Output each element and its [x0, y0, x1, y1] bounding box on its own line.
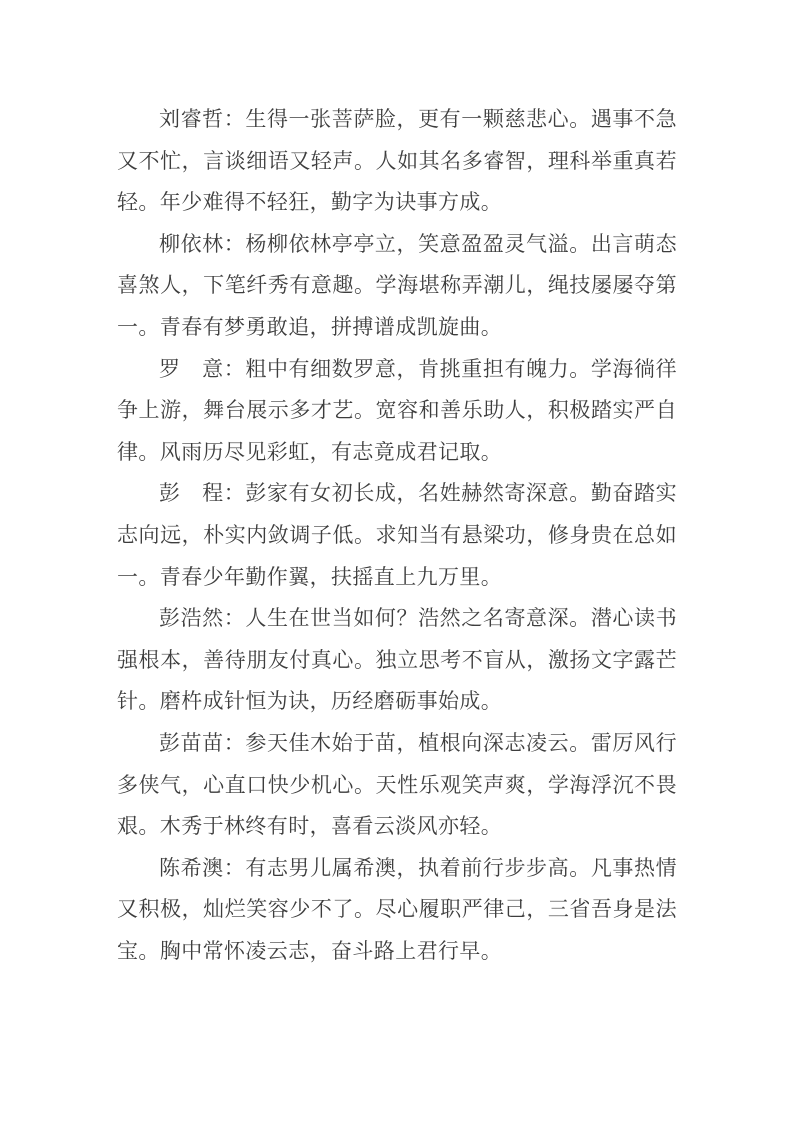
paragraph-luo-yi: 罗 意：粗中有细数罗意，肯挑重担有魄力。学海徜徉争上游，舞台展示多才艺。宽容和善乐助人，积极踏实严自律。风雨历尽见彩虹，有志竟成君记取。 — [117, 356, 677, 464]
paragraph-peng-miaomiao: 彭苗苗：参天佳木始于苗，植根向深志凌云。雷厉风行多侠气，心直口快少机心。天性乐观笑声爽，学海浮沉不畏艰。木秀于林终有时，喜看云淡风亦轻。 — [117, 730, 677, 839]
paragraph-chen-xiao: 陈希澳：有志男儿属希澳，执着前行步步高。凡事热情又积极，灿烂笑容少不了。尽心履职严律己，三省吾身是法宝。胸中常怀凌云志，奋斗路上君行早。 — [117, 855, 677, 963]
paragraph-peng-haoran: 彭浩然：人生在世当如何？浩然之名寄意深。潜心读书强根本，善待朋友付真心。独立思考不盲从，激扬文字露芒针。磨杵成针恒为诀，历经磨砺事始成。 — [117, 606, 677, 714]
paragraph-liu-ruizhe: 刘睿哲：生得一张菩萨脸，更有一颗慈悲心。遇事不急又不忙，言谈细语又轻声。人如其名多睿智，理科举重真若轻。年少难得不轻狂，勤字为诀事方成。 — [117, 107, 677, 215]
paragraph-liu-yilin: 柳依林：杨柳依林亭亭立，笑意盈盈灵气溢。出言萌态喜煞人，下笔纤秀有意趣。学海堪称弄潮儿，绳技屡屡夺第一。青春有梦勇敢追，拼搏谱成凯旋曲。 — [117, 231, 677, 339]
paragraph-peng-cheng: 彭 程：彭家有女初长成，名姓赫然寄深意。勤奋踏实志向远，朴实内敛调子低。求知当有悬梁功，修身贵在总如一。青春少年勤作翼，扶摇直上九万里。 — [117, 481, 677, 589]
